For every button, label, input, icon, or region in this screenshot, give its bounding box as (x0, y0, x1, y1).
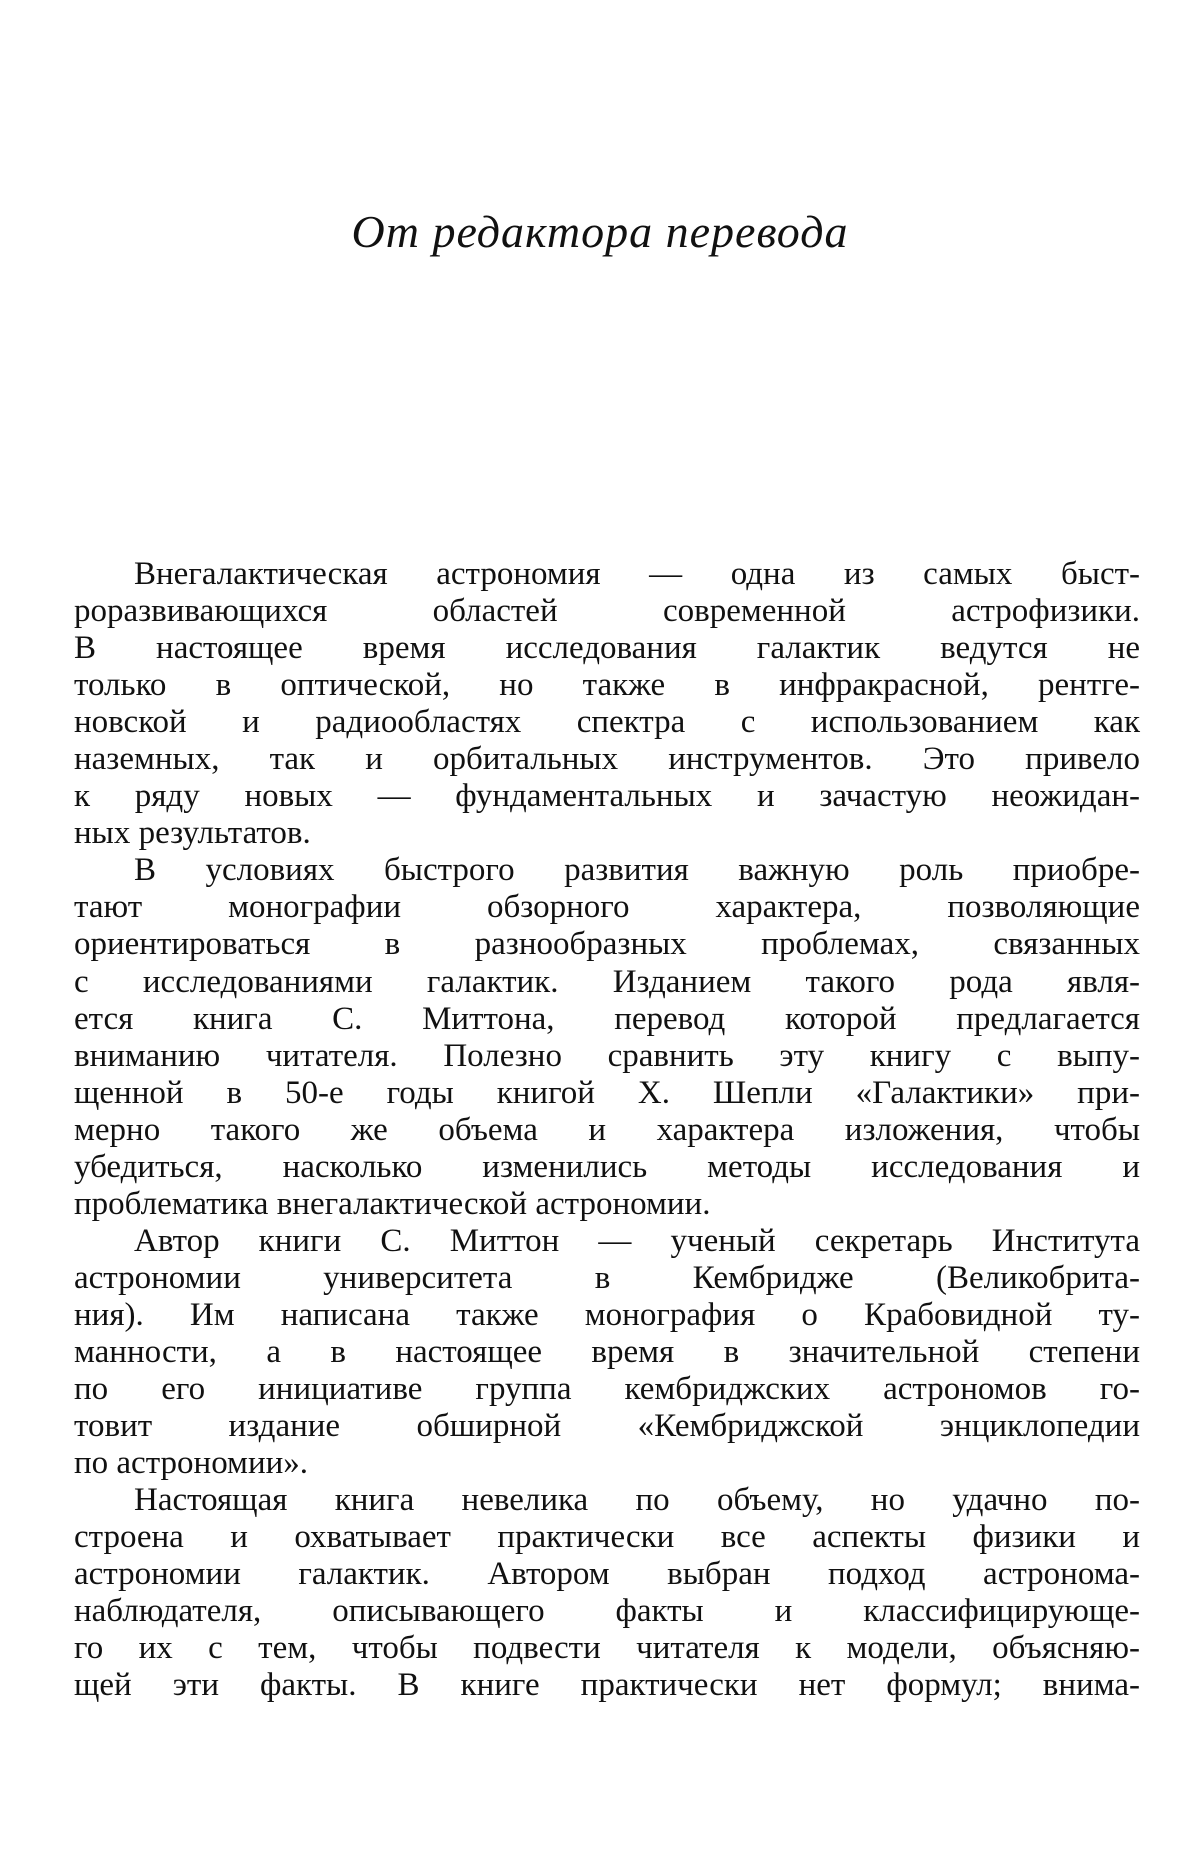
paragraph (74, 1482, 1140, 1704)
text-line: щей эти факты. В книге практически нет формул; внима- (74, 1667, 1140, 1704)
text-line: убедиться, насколько изменились методы исследования и (74, 1148, 1140, 1185)
text-line: только в оптической, но также в инфракрасной, рентге- (74, 667, 1140, 704)
text-line: го их с тем, чтобы подвести читателя к модели, объясняю- (74, 1630, 1140, 1667)
text-line: щенной в 50-е годы книгой Х. Шепли «Галактики» при- (74, 1074, 1140, 1111)
paragraph (74, 1223, 1140, 1482)
text-line: ется книга С. Миттона, перевод которой предлагается (74, 1000, 1140, 1037)
text-line: вниманию читателя. Полезно сравнить эту книгу с выпу- (74, 1037, 1140, 1074)
text-line: наблюдателя, описывающего факты и классифицирующе- (74, 1593, 1140, 1630)
text-line: Автор книги С. Миттон — ученый секретарь Института (134, 1222, 1140, 1259)
text-line: астрономии университета в Кембридже (Великобрита- (74, 1259, 1140, 1296)
text-line: Настоящая книга невелика по объему, но удачно по- (134, 1482, 1140, 1519)
body-text (74, 556, 1140, 1704)
text-line: ния). Им написана также монография о Крабовидной ту- (74, 1296, 1140, 1333)
text-line: В настоящее время исследования галактик ведутся не (74, 630, 1140, 667)
text-line: роразвивающихся областей современной астрофизики. (74, 593, 1140, 630)
text-line: проблематика внегалактической астрономии. (74, 1185, 711, 1222)
text-line: по его инициативе группа кембриджских астрономов го- (74, 1371, 1140, 1408)
text-line: В условиях быстрого развития важную роль приобре- (134, 852, 1140, 889)
text-line: новской и радиообластях спектра с использованием как (74, 704, 1140, 741)
text-line: астрономии галактик. Автором выбран подход астронома- (74, 1556, 1140, 1593)
text-line: манности, а в настоящее время в значительной степени (74, 1333, 1140, 1370)
text-line: с исследованиями галактик. Изданием такого рода явля- (74, 963, 1140, 1000)
text-line: мерно такого же объема и характера изложения, чтобы (74, 1111, 1140, 1148)
text-line: тают монографии обзорного характера, позволяющие (74, 889, 1140, 926)
text-line: строена и охватывает практически все аспекты физики и (74, 1519, 1140, 1556)
text-line: ориентироваться в разнообразных проблемах, связанных (74, 926, 1140, 963)
paragraph (74, 852, 1140, 1222)
page-title: От редактора перевода (351, 206, 849, 257)
text-line: ных результатов. (74, 815, 311, 852)
paragraph (74, 556, 1140, 852)
text-line: наземных, так и орбитальных инструментов. Это привело (74, 741, 1140, 778)
text-line: Внегалактическая астрономия — одна из самых быст- (134, 556, 1140, 592)
text-line: товит издание обширной «Кембриджской энциклопедии (74, 1408, 1140, 1445)
text-line: по астрономии». (74, 1445, 309, 1482)
text-line: к ряду новых — фундаментальных и зачастую неожидан- (74, 778, 1140, 815)
